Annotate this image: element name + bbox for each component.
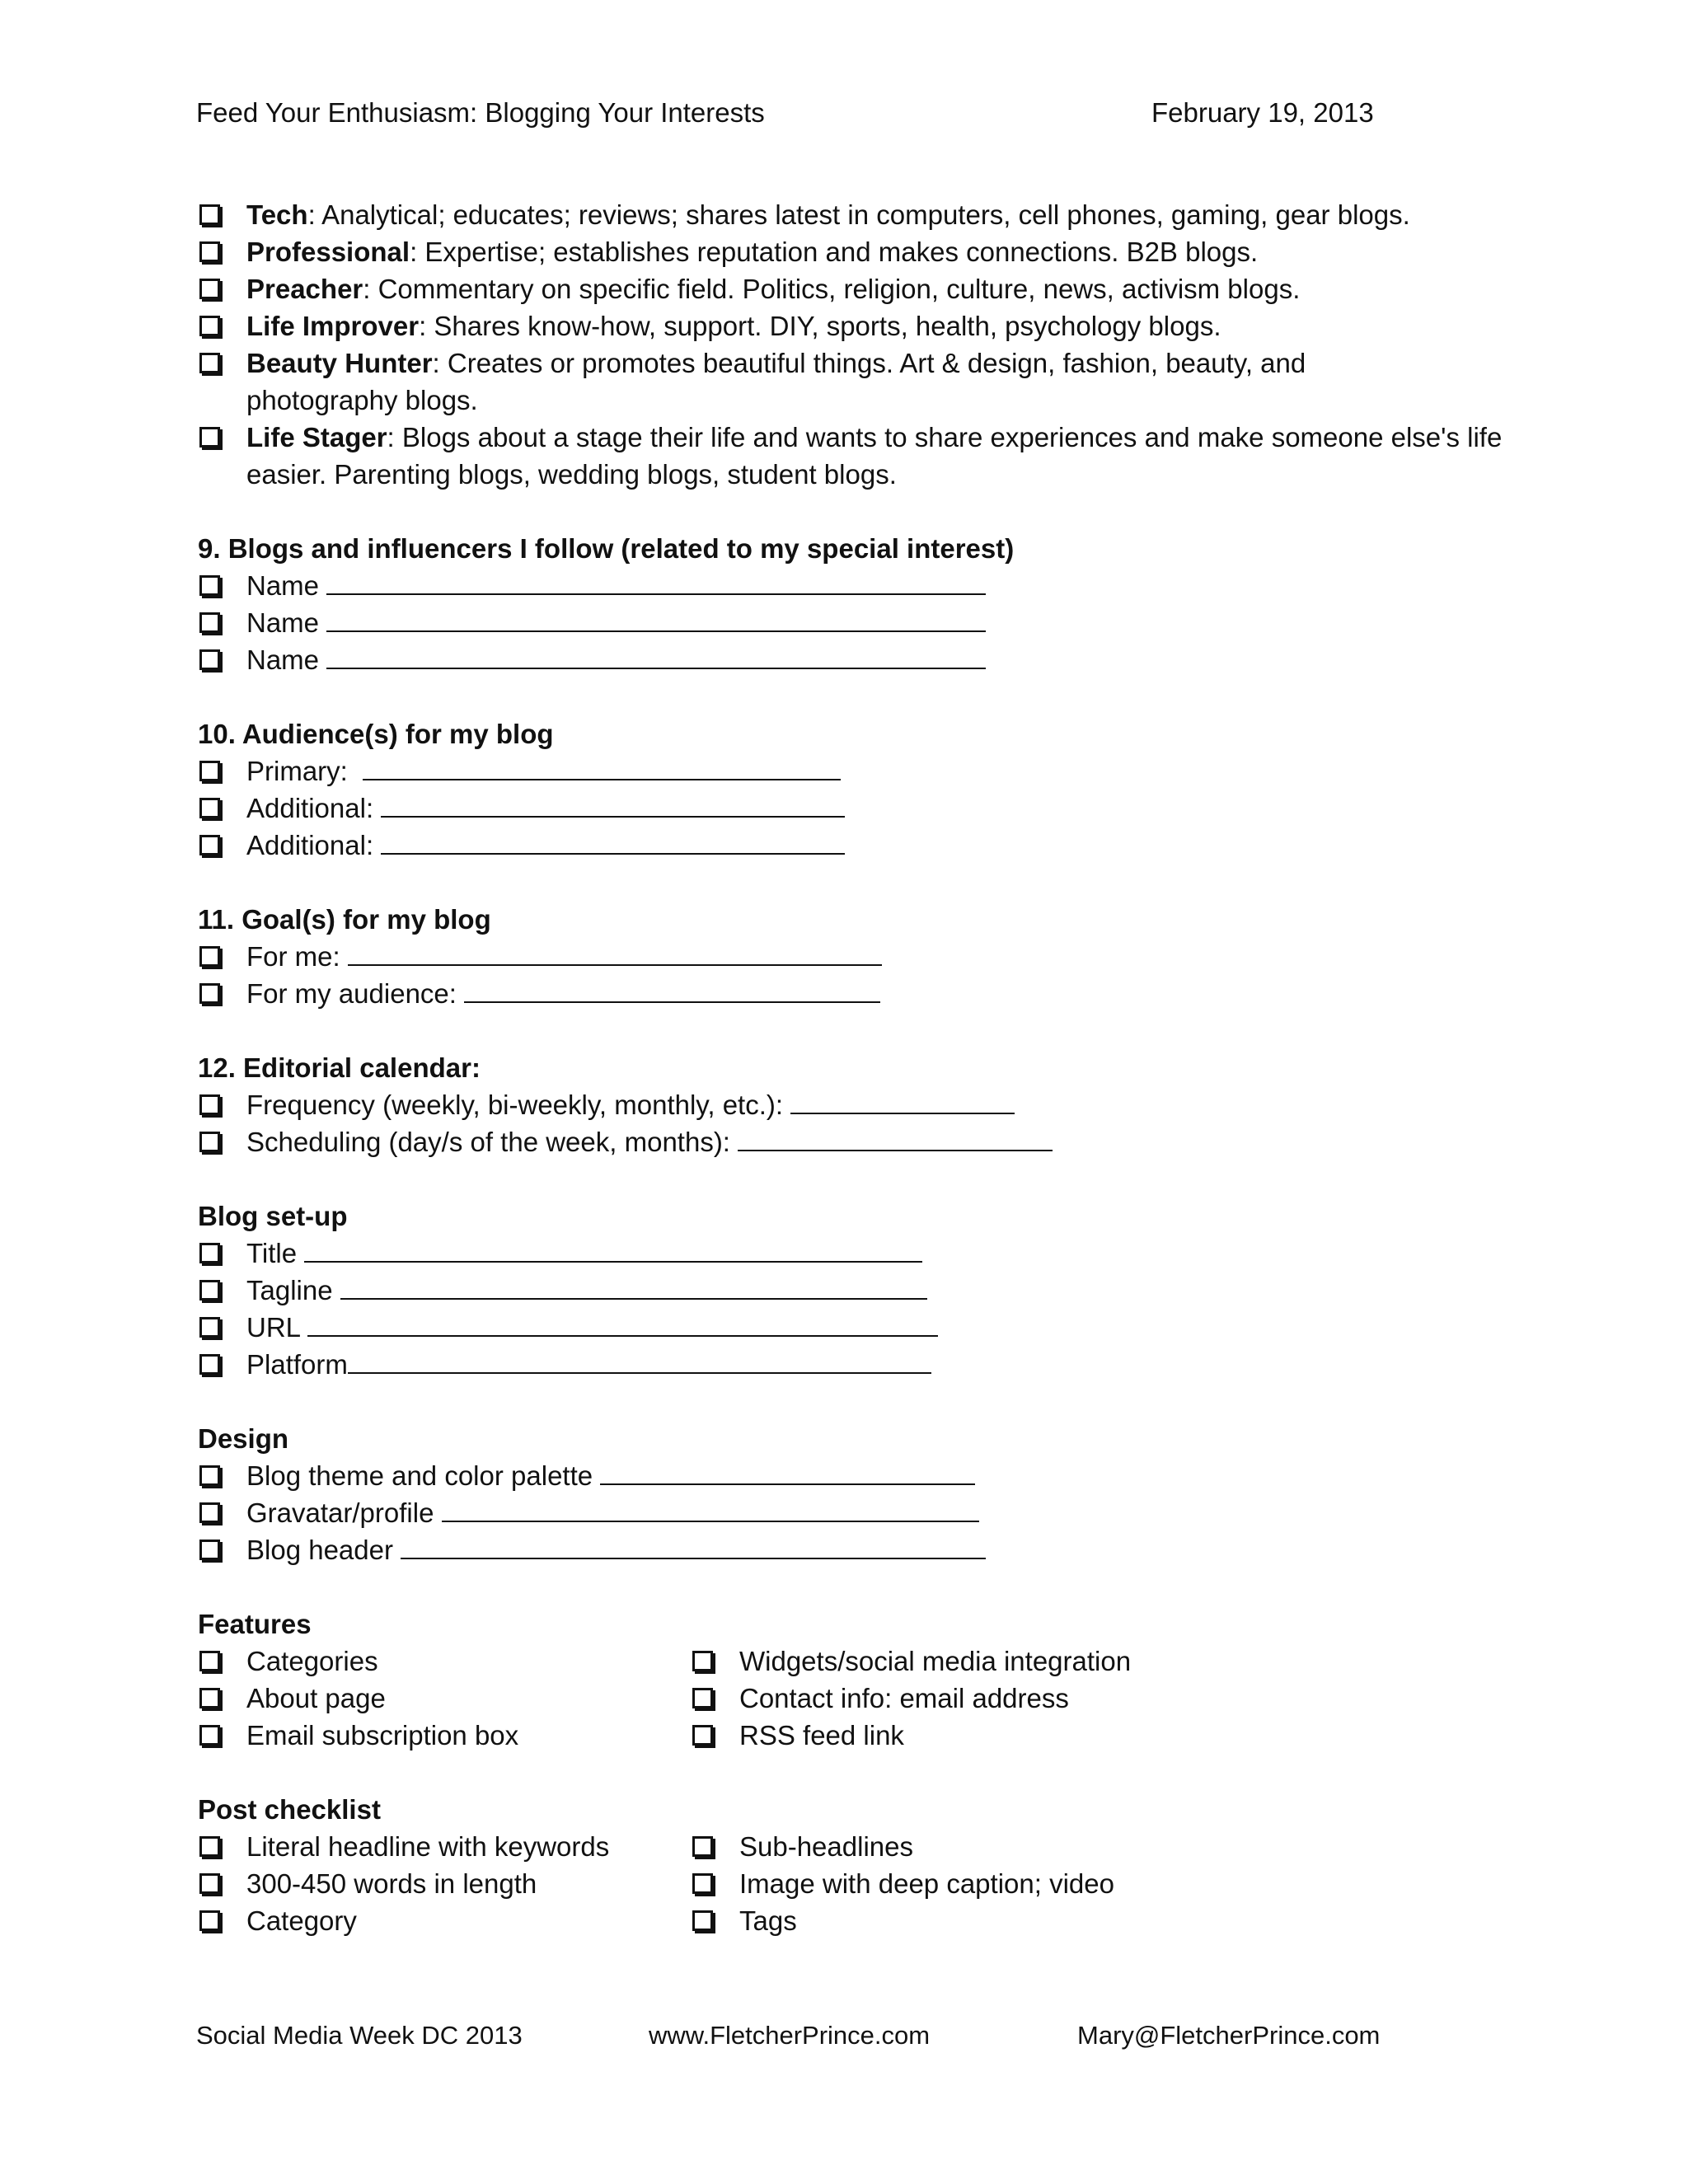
fill-line[interactable] (363, 756, 841, 780)
feature-item[interactable]: Categories (198, 1643, 691, 1680)
section-blogs-follow (198, 530, 1484, 678)
section-editorial-calendar (198, 1049, 1484, 1160)
calendar-field[interactable]: Scheduling (day/s of the week, months): (198, 1123, 1484, 1160)
checkbox[interactable] (199, 427, 220, 448)
section-title: Design (198, 1423, 289, 1454)
blog-type-item: Professional: Expertise; establishes reputation and makes connections. B2B blogs. (198, 233, 1484, 270)
section-title: Post checklist (198, 1794, 381, 1825)
audience-field[interactable]: Primary: (198, 752, 1484, 790)
section-post-checklist (198, 1791, 1484, 1939)
checkbox[interactable] (692, 1910, 713, 1931)
checkbox[interactable] (199, 983, 220, 1004)
checkbox[interactable] (199, 612, 220, 633)
checkbox[interactable] (199, 1540, 220, 1560)
checkbox[interactable] (199, 1243, 220, 1263)
section-title: 10. Audience(s) for my blog (198, 719, 554, 749)
section-title: 11. Goal(s) for my blog (198, 904, 491, 935)
checkbox[interactable] (199, 835, 220, 855)
goal-field[interactable]: For me: (198, 938, 1484, 975)
blog-type-list (198, 196, 1503, 493)
fill-line[interactable] (401, 1535, 986, 1559)
checkbox[interactable] (199, 798, 220, 818)
blog-type-item: Life Stager: Blogs about a stage their life and wants to share experiences and make someone else's life easier. Parenting blogs, wedding blogs, student blogs. (198, 419, 1520, 493)
calendar-field[interactable]: Frequency (weekly, bi-weekly, monthly, etc.): (198, 1086, 1484, 1123)
section-design (198, 1420, 1484, 1568)
fill-line[interactable] (600, 1460, 975, 1485)
name-field[interactable]: Name (198, 567, 1484, 604)
fill-line[interactable] (326, 570, 986, 595)
feature-item[interactable]: Email subscription box (198, 1717, 691, 1754)
checkbox[interactable] (692, 1836, 713, 1857)
name-field[interactable]: Name (198, 641, 1484, 678)
setup-field[interactable]: Tagline (198, 1272, 1484, 1309)
checkbox[interactable] (692, 1651, 713, 1671)
blog-type-item: Preacher: Commentary on specific field. Politics, religion, culture, news, activism blogs. (198, 270, 1484, 307)
checkbox[interactable] (692, 1725, 713, 1746)
fill-line[interactable] (326, 607, 986, 632)
design-field[interactable]: Gravatar/profile (198, 1494, 1484, 1531)
feature-item[interactable]: RSS feed link (691, 1717, 1268, 1754)
checkbox[interactable] (199, 1354, 220, 1375)
checkbox[interactable] (199, 1873, 220, 1894)
fill-line[interactable] (307, 1312, 938, 1337)
checkbox[interactable] (199, 353, 220, 373)
checkbox[interactable] (199, 1465, 220, 1486)
checkbox[interactable] (199, 1836, 220, 1857)
section-title: 9. Blogs and influencers I follow (related to my special interest) (198, 533, 1015, 564)
checkbox[interactable] (692, 1688, 713, 1708)
feature-item[interactable]: About page (198, 1680, 691, 1717)
section-blog-setup (198, 1197, 1484, 1383)
checkbox[interactable] (199, 946, 220, 967)
checkbox[interactable] (199, 1280, 220, 1301)
checkbox[interactable] (199, 649, 220, 670)
setup-field[interactable]: Title (198, 1235, 1484, 1272)
fill-line[interactable] (738, 1127, 1053, 1151)
checkbox[interactable] (199, 575, 220, 596)
checkbox[interactable] (199, 1132, 220, 1152)
fill-line[interactable] (381, 830, 845, 855)
worksheet-content (198, 196, 1503, 1939)
checkbox[interactable] (199, 204, 220, 225)
audience-field[interactable]: Additional: (198, 827, 1484, 864)
fill-line[interactable] (442, 1497, 979, 1522)
section-goals (198, 901, 1484, 1012)
checkbox[interactable] (199, 1688, 220, 1708)
section-title: Blog set-up (198, 1201, 348, 1231)
feature-item[interactable]: Contact info: email address (691, 1680, 1268, 1717)
blog-type-item: Life Improver: Shares know-how, support. DIY, sports, health, psychology blogs. (198, 307, 1484, 344)
post-checklist-grid (198, 1828, 1484, 1939)
checkbox[interactable] (199, 1725, 220, 1746)
fill-line[interactable] (348, 941, 882, 966)
checklist-item[interactable]: 300-450 words in length (198, 1865, 691, 1902)
header-date: February 19, 2013 (1151, 97, 1374, 128)
checklist-item[interactable]: Sub-headlines (691, 1828, 1268, 1865)
section-title: 12. Editorial calendar: (198, 1052, 481, 1083)
header-title: Feed Your Enthusiasm: Blogging Your Interests (196, 97, 765, 128)
checkbox[interactable] (199, 1651, 220, 1671)
goal-field[interactable]: For my audience: (198, 975, 1484, 1012)
footer-website[interactable]: www.FletcherPrince.com (649, 2021, 931, 2050)
checkbox[interactable] (199, 316, 220, 336)
fill-line[interactable] (790, 1090, 1015, 1114)
setup-field[interactable]: Platform (198, 1346, 1484, 1383)
checkbox[interactable] (199, 1910, 220, 1931)
design-field[interactable]: Blog header (198, 1531, 1484, 1568)
name-field[interactable]: Name (198, 604, 1484, 641)
section-title: Features (198, 1609, 312, 1639)
checkbox[interactable] (692, 1873, 713, 1894)
footer-event: Social Media Week DC 2013 (196, 2021, 523, 2050)
feature-item[interactable]: Widgets/social media integration (691, 1643, 1268, 1680)
blog-type-item: Tech: Analytical; educates; reviews; shares latest in computers, cell phones, gaming, gear blogs. (198, 196, 1484, 233)
design-field[interactable]: Blog theme and color palette (198, 1457, 1484, 1494)
checkbox[interactable] (199, 241, 220, 262)
checkbox[interactable] (199, 1502, 220, 1523)
fill-line[interactable] (340, 1275, 927, 1300)
setup-field[interactable]: URL (198, 1309, 1484, 1346)
fill-line[interactable] (326, 644, 986, 669)
fill-line[interactable] (304, 1238, 922, 1263)
fill-line[interactable] (348, 1349, 931, 1374)
features-grid (198, 1643, 1484, 1754)
checkbox[interactable] (199, 761, 220, 781)
checklist-item[interactable]: Image with deep caption; video (691, 1865, 1268, 1902)
footer-email[interactable]: Mary@FletcherPrince.com (1077, 2021, 1381, 2050)
section-features (198, 1605, 1484, 1754)
fill-line[interactable] (381, 793, 845, 818)
blog-type-item: Beauty Hunter: Creates or promotes beautiful things. Art & design, fashion, beauty, and photography blogs. (198, 344, 1367, 419)
section-audience (198, 715, 1484, 864)
checkbox[interactable] (199, 1317, 220, 1338)
checklist-item[interactable]: Tags (691, 1902, 1268, 1939)
checkbox[interactable] (199, 279, 220, 299)
fill-line[interactable] (464, 978, 880, 1003)
checklist-item[interactable]: Literal headline with keywords (198, 1828, 691, 1865)
audience-field[interactable]: Additional: (198, 790, 1484, 827)
checkbox[interactable] (199, 1094, 220, 1115)
checklist-item[interactable]: Category (198, 1902, 691, 1939)
